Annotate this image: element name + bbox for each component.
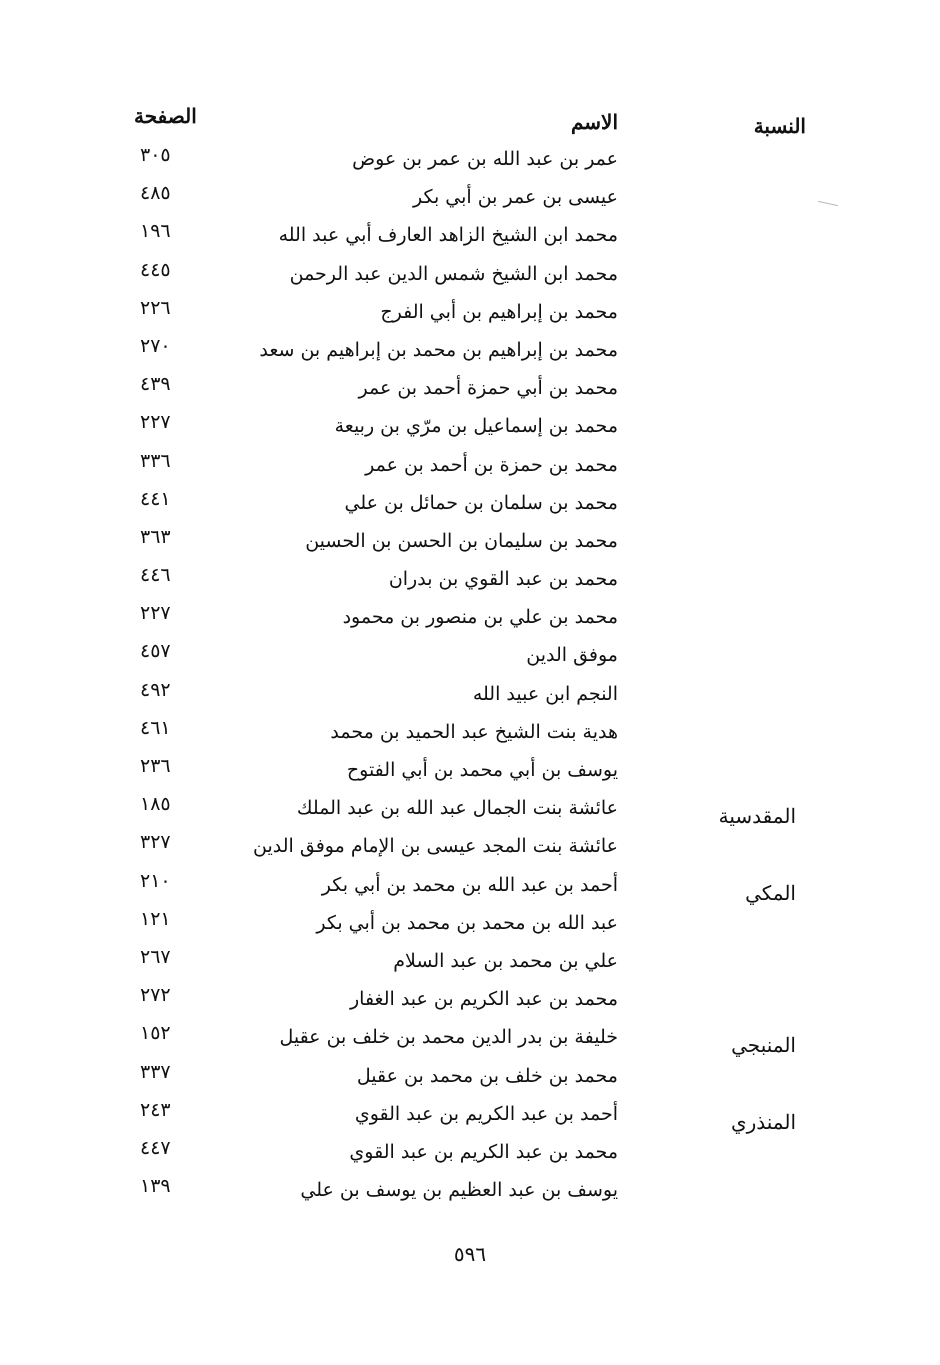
row-name: محمد بن سليمان بن الحسن بن الحسين	[305, 529, 618, 552]
table-row	[0, 599, 940, 637]
table-row	[0, 752, 940, 790]
row-name: محمد بن علي بن منصور بن محمود	[342, 606, 618, 629]
row-name: محمد بن عبد الكريم بن عبد القوي	[349, 1140, 618, 1163]
row-name: محمد ابن الشيخ شمس الدين عبد الرحمن	[289, 262, 618, 285]
row-page-number: ٣٦٣	[140, 525, 171, 548]
row-name: محمد بن إبراهيم بن محمد بن إبراهيم بن سعد	[259, 338, 618, 361]
row-name: عيسى بن عمر بن أبي بكر	[412, 186, 618, 209]
row-name: محمد بن حمزة بن أحمد بن عمر	[365, 453, 618, 476]
row-name: يوسف بن عبد العظيم بن يوسف بن علي	[300, 1179, 618, 1202]
row-page-number: ٢٣٦	[140, 755, 171, 777]
row-page-number: ٤٣٩	[140, 373, 171, 396]
table-row	[0, 714, 940, 752]
row-page-number: ٢٦٧	[140, 945, 171, 968]
row-name: علي بن محمد بن عبد السلام	[393, 949, 618, 972]
row-page-number: ١٨٥	[140, 793, 171, 816]
table-row	[0, 1172, 940, 1210]
row-nisba: المنذري	[730, 1109, 796, 1134]
row-page-number: ٤٤١	[140, 487, 171, 510]
table-row	[0, 332, 940, 370]
table-row	[0, 408, 940, 446]
row-page-number: ٤٤٧	[140, 1136, 171, 1159]
row-name: محمد بن إبراهيم بن أبي الفرج	[380, 300, 618, 323]
table-row	[0, 294, 940, 332]
header-page: الصفحة	[134, 104, 197, 128]
row-name: موفق الدين	[526, 644, 618, 667]
row-page-number: ٢٧٠	[140, 334, 171, 357]
table-row	[0, 561, 940, 599]
row-nisba: المقدسية	[718, 804, 796, 829]
header-name: الاسم	[570, 110, 618, 134]
page-number: ٥٩٦	[453, 1242, 487, 1266]
row-name: خليفة بن بدر الدين محمد بن خلف بن عقيل	[279, 1026, 618, 1049]
row-page-number: ١٢١	[140, 907, 171, 930]
table-row	[0, 179, 940, 217]
row-page-number: ٢٧٢	[140, 984, 171, 1007]
row-name: محمد بن إسماعيل بن مرّي بن ربيعة	[334, 415, 618, 438]
table-row	[0, 447, 940, 485]
table-row	[0, 1096, 940, 1134]
row-page-number: ٣٠٥	[140, 144, 171, 166]
row-name: محمد بن عبد القوي بن بدران	[388, 568, 618, 591]
row-page-number: ٤٩٢	[140, 678, 171, 701]
table-row	[0, 905, 940, 943]
row-nisba: المنبجي	[731, 1033, 796, 1058]
row-name: محمد بن عبد الكريم بن عبد الغفار	[349, 988, 618, 1011]
table-row	[0, 943, 940, 981]
row-page-number: ١٣٩	[140, 1175, 171, 1198]
row-page-number: ٣٣٧	[140, 1060, 171, 1083]
table-row	[0, 370, 940, 408]
table-row	[0, 256, 940, 294]
row-page-number: ١٥٢	[140, 1022, 171, 1045]
row-page-number: ٣٣٦	[140, 449, 171, 472]
table-row	[0, 1058, 940, 1096]
row-name: محمد بن خلف بن محمد بن عقيل	[356, 1064, 618, 1087]
row-name: هدية بنت الشيخ عبد الحميد بن محمد	[330, 720, 618, 743]
table-row	[0, 676, 940, 714]
table-row	[0, 485, 940, 523]
index-table	[0, 141, 940, 1210]
table-row	[0, 1134, 940, 1172]
row-name: النجم ابن عبيد الله	[472, 682, 618, 705]
row-name: أحمد بن عبد الله بن محمد بن أبي بكر	[321, 873, 618, 896]
row-page-number: ٢٢٦	[140, 296, 171, 319]
row-page-number: ٤٤٦	[140, 564, 171, 587]
table-row	[0, 217, 940, 255]
table-row	[0, 637, 940, 675]
table-row	[0, 867, 940, 905]
table-row	[0, 828, 940, 866]
row-page-number: ٤٨٥	[140, 182, 171, 205]
row-nisba: المكي	[745, 880, 796, 905]
table-row	[0, 1019, 940, 1057]
table-row	[0, 981, 940, 1019]
row-name: عمر بن عبد الله بن عمر بن عوض	[352, 148, 618, 170]
row-page-number: ١٩٦	[140, 220, 171, 243]
table-row	[0, 523, 940, 561]
row-page-number: ٢٢٧	[140, 411, 171, 434]
row-name: يوسف بن أبي محمد بن أبي الفتوح	[346, 759, 618, 781]
row-page-number: ٢٤٣	[140, 1098, 171, 1121]
row-page-number: ٤٥٧	[140, 640, 171, 663]
row-page-number: ٢١٠	[140, 869, 171, 892]
table-row	[0, 790, 940, 828]
row-name: عبد الله بن محمد بن محمد بن أبي بكر	[316, 911, 618, 934]
row-name: عائشة بنت المجد عيسى بن الإمام موفق الدين	[253, 835, 618, 858]
header-nisba: النسبة	[753, 114, 806, 138]
row-name: محمد بن سلمان بن حمائل بن علي	[344, 491, 618, 514]
table-row	[0, 141, 940, 179]
row-name: محمد ابن الشيخ الزاهد العارف أبي عبد الله	[278, 224, 618, 247]
row-name: عائشة بنت الجمال عبد الله بن عبد الملك	[296, 797, 618, 820]
row-name: محمد بن أبي حمزة أحمد بن عمر	[358, 377, 618, 400]
row-page-number: ٤٤٥	[140, 258, 171, 281]
row-page-number: ٢٢٧	[140, 602, 171, 625]
row-page-number: ٣٢٧	[140, 831, 171, 854]
row-name: أحمد بن عبد الكريم بن عبد القوي	[354, 1102, 618, 1125]
row-page-number: ٤٦١	[140, 716, 171, 739]
